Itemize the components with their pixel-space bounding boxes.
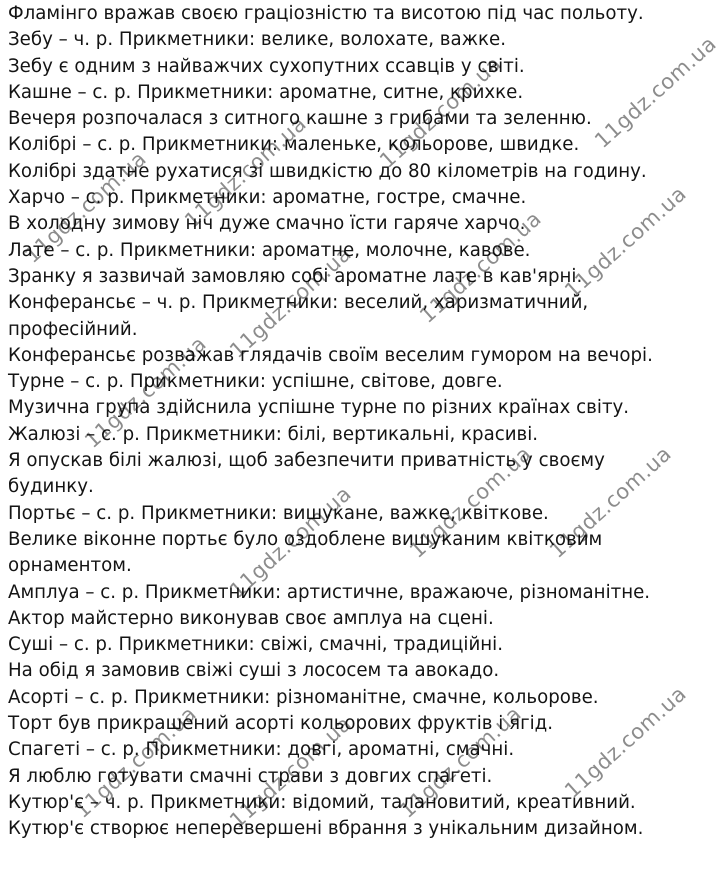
watermark: 11gdz.com.ua bbox=[180, 111, 312, 233]
watermark: 11gdz.com.ua bbox=[590, 31, 721, 153]
text-line: Спагеті – с. р. Прикметники: довгі, ароматні, смачні. bbox=[8, 739, 515, 761]
watermark: 11gdz.com.ua bbox=[80, 331, 212, 453]
text-line: Зебу є одним з найважчих сухопутних ссавців у світі. bbox=[8, 55, 525, 77]
text-line: Колібрі здатне рухатися зі швидкістю до 80 кілометрів на годину. bbox=[8, 160, 647, 182]
text-line: Конферансьє – ч. р. Прикметники: веселий, харизматичний, bbox=[8, 292, 589, 314]
watermark: 11gdz.com.ua bbox=[395, 701, 527, 823]
text-line: Харчо – с. р. Прикметники: ароматне, гостре, смачне. bbox=[8, 187, 527, 209]
text-line: орнаментом. bbox=[8, 555, 132, 577]
text-line: Музична група здійснила успішне турне по різних країнах світу. bbox=[8, 397, 630, 419]
watermark: 11gdz.com.ua bbox=[415, 206, 547, 328]
text-line: Турне – с. р. Прикметники: успішне, світове, довге. bbox=[8, 371, 503, 393]
text-line: Кутюр'є – ч. р. Прикметники: відомий, талановитий, креативний. bbox=[8, 791, 636, 813]
text-line: Я люблю готувати смачні страви з довгих спагеті. bbox=[8, 765, 493, 787]
watermark: 11gdz.com.ua bbox=[560, 681, 692, 803]
watermark: 11gdz.com.ua bbox=[560, 181, 692, 303]
text-line: Вечеря розпочалася з ситного кашне з грибами та зеленню. bbox=[8, 108, 592, 130]
text-line: Фламінго вражав своєю граціозністю та висотою під час польоту. bbox=[8, 3, 644, 24]
text-line: Зранку я зазвичай замовляю собі ароматне лате в кав'ярні. bbox=[8, 265, 583, 287]
text-line: Суші – с. р. Прикметники: свіжі, смачні, традиційні. bbox=[8, 634, 503, 656]
text-line: Амплуа – с. р. Прикметники: артистичне, вражаюче, різноманітне. bbox=[8, 581, 651, 603]
watermark: 11gdz.com.ua bbox=[70, 701, 202, 823]
text-line: професійний. bbox=[8, 318, 138, 340]
text-line: Конферансьє розважав глядачів своїм веселим гумором на вечорі. bbox=[8, 344, 653, 366]
text-line: Лате – с. р. Прикметники: ароматне, молочне, кавове. bbox=[8, 239, 531, 261]
watermark: 11gdz.com.ua bbox=[405, 441, 537, 563]
watermark: 11gdz.com.ua bbox=[375, 51, 507, 173]
text-line: Портьє – с. р. Прикметники: вишукане, важке, квіткове. bbox=[8, 502, 549, 524]
text-line: Торт був прикрашений асорті кольорових фруктів і ягід. bbox=[8, 713, 554, 735]
text-line: Кутюр'є створює неперевершені вбрання з унікальним дизайном. bbox=[8, 818, 644, 840]
text-line: Я опускав білі жалюзі, щоб забезпечити приватність у своєму bbox=[8, 450, 605, 472]
text-line: Актор майстерно виконував своє амплуа на сцені. bbox=[8, 607, 494, 629]
text-line: На обід я замовив свіжі суші з лососем та авокадо. bbox=[8, 660, 500, 682]
text-line: Жалюзі – с. р. Прикметники: білі, вертикальні, красиві. bbox=[8, 423, 539, 445]
text-line: Колібрі – с. р. Прикметники: маленьке, кольорове, швидке. bbox=[8, 134, 580, 156]
watermark: 11gdz.com.ua bbox=[225, 241, 357, 363]
text-line: Велике віконне портьє було оздоблене вишуканим квітковим bbox=[8, 528, 603, 550]
watermark: 11gdz.com.ua bbox=[545, 441, 677, 563]
watermark: 11gdz.com.ua bbox=[225, 711, 357, 833]
text-line: Зебу – ч. р. Прикметники: велике, волохате, важке. bbox=[8, 29, 507, 51]
text-line: В холодну зимову ніч дуже смачно їсти гаряче харчо. bbox=[8, 213, 526, 235]
text-line: будинку. bbox=[8, 476, 94, 498]
text-line: Кашне – с. р. Прикметники: ароматне, ситне, крихке. bbox=[8, 81, 524, 103]
text-line: Асорті – с. р. Прикметники: різноманітне, смачне, кольорове. bbox=[8, 686, 599, 708]
watermark: 11gdz.com.ua bbox=[20, 146, 152, 268]
watermark: 11gdz.com.ua bbox=[225, 481, 357, 603]
